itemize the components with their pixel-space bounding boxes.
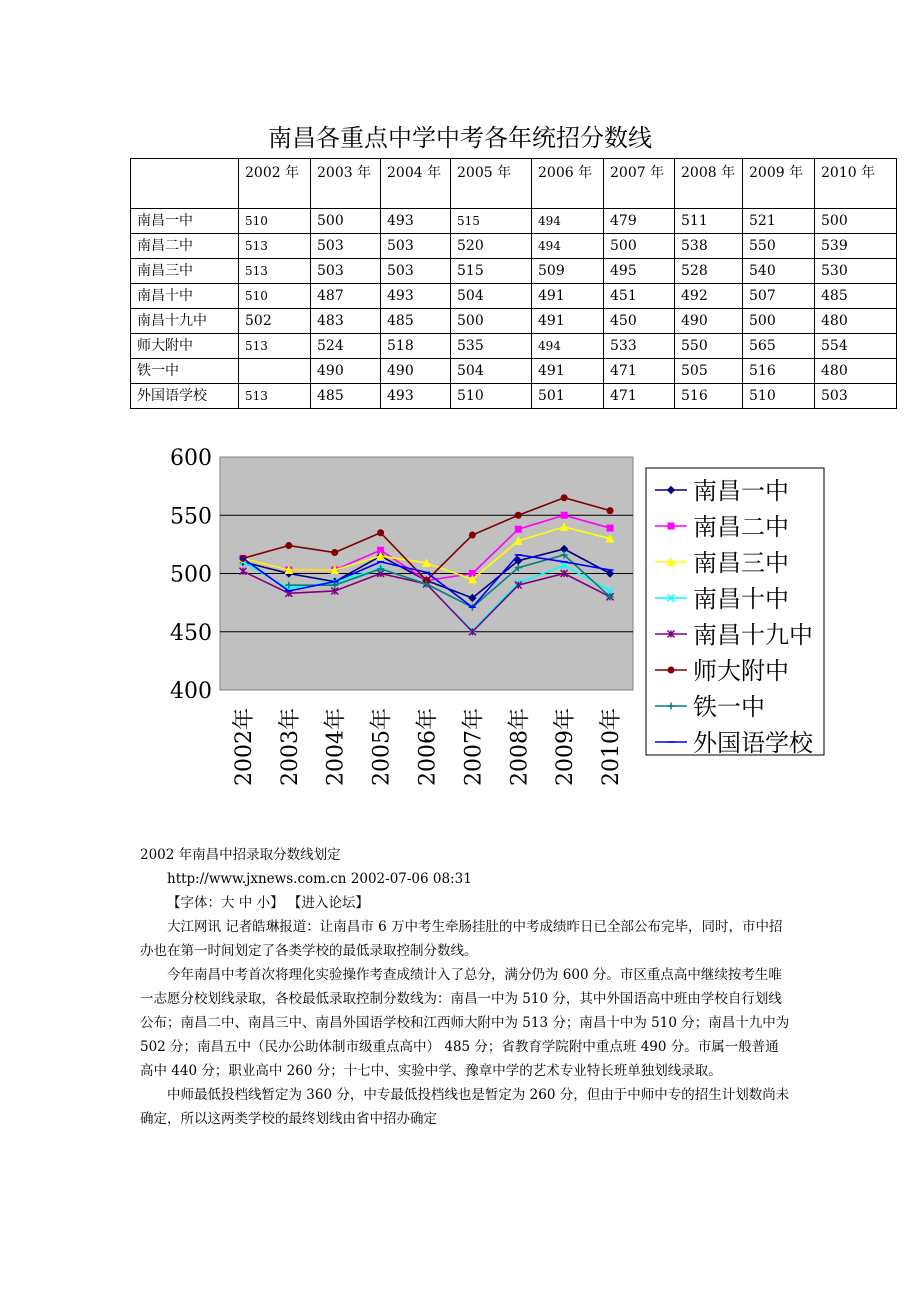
score-cell: 495 <box>604 259 675 284</box>
score-cell: 471 <box>604 384 675 409</box>
y-tick-label: 450 <box>170 620 212 646</box>
school-name-cell: 师大附中 <box>131 334 239 359</box>
score-cell: 540 <box>743 259 815 284</box>
score-cell: 510 <box>451 384 532 409</box>
school-name-cell: 南昌三中 <box>131 259 239 284</box>
score-cell: 485 <box>381 309 451 334</box>
score-cell: 493 <box>381 209 451 234</box>
score-cell: 515 <box>451 209 532 234</box>
score-cell: 513 <box>239 234 311 259</box>
school-name-cell: 南昌十九中 <box>131 309 239 334</box>
news-article <box>140 843 790 1131</box>
score-cell: 505 <box>675 359 743 384</box>
score-cell: 500 <box>451 309 532 334</box>
score-cell: 451 <box>604 284 675 309</box>
score-cell: 500 <box>604 234 675 259</box>
score-cell: 516 <box>743 359 815 384</box>
score-cell: 518 <box>381 334 451 359</box>
score-cell: 487 <box>311 284 381 309</box>
score-cell: 503 <box>815 384 897 409</box>
school-name-cell: 外国语学校 <box>131 384 239 409</box>
score-cell <box>239 359 311 384</box>
x-tick-label: 2008年 <box>507 708 533 786</box>
score-cell: 493 <box>381 284 451 309</box>
score-cell: 530 <box>815 259 897 284</box>
score-cell: 480 <box>815 359 897 384</box>
y-tick-label: 550 <box>170 504 212 530</box>
score-cell: 515 <box>451 259 532 284</box>
x-tick-label: 2003年 <box>277 708 303 786</box>
school-name-cell: 铁一中 <box>131 359 239 384</box>
score-cell: 490 <box>311 359 381 384</box>
score-cell: 511 <box>675 209 743 234</box>
score-cell: 493 <box>381 384 451 409</box>
score-cell: 494 <box>532 334 604 359</box>
score-cell: 521 <box>743 209 815 234</box>
score-cell: 504 <box>451 284 532 309</box>
score-cell: 535 <box>451 334 532 359</box>
legend-label: 师大附中 <box>693 657 789 685</box>
y-tick-label: 400 <box>170 679 212 704</box>
score-cell: 533 <box>604 334 675 359</box>
table-row <box>131 234 897 259</box>
legend-label: 南昌十中 <box>693 585 789 613</box>
table-header-cell <box>131 159 239 209</box>
score-cell: 510 <box>239 284 311 309</box>
score-cell: 503 <box>381 259 451 284</box>
x-tick-label: 2005年 <box>369 708 395 786</box>
data-point <box>377 529 384 536</box>
score-cell: 503 <box>311 234 381 259</box>
data-point <box>331 549 338 556</box>
score-cell: 516 <box>675 384 743 409</box>
table-header-cell: 2007 年 <box>604 159 675 209</box>
legend-label: 外国语学校 <box>693 729 813 757</box>
score-cell: 480 <box>815 309 897 334</box>
score-cell: 513 <box>239 259 311 284</box>
score-cell: 483 <box>311 309 381 334</box>
score-cell: 490 <box>381 359 451 384</box>
x-tick-label: 2006年 <box>415 708 441 786</box>
score-cell: 491 <box>532 359 604 384</box>
legend-label: 南昌二中 <box>693 513 789 541</box>
score-cell: 510 <box>239 209 311 234</box>
table-header-cell: 2010 年 <box>815 159 897 209</box>
score-line-chart <box>150 440 850 800</box>
data-point <box>607 525 614 532</box>
article-source: http://www.jxnews.com.cn 2002-07-06 08:31 <box>167 871 472 887</box>
table-header-row <box>131 159 897 209</box>
x-tick-label: 2002年 <box>231 708 257 786</box>
score-cell: 539 <box>815 234 897 259</box>
score-cell: 500 <box>743 309 815 334</box>
table-row <box>131 259 897 284</box>
data-point <box>469 532 476 539</box>
score-cell: 501 <box>532 384 604 409</box>
score-cell: 550 <box>743 234 815 259</box>
score-cell: 510 <box>743 384 815 409</box>
y-tick-label: 500 <box>170 562 212 588</box>
table-header-cell: 2003 年 <box>311 159 381 209</box>
legend-label: 南昌三中 <box>693 549 789 577</box>
legend-label: 南昌一中 <box>693 477 789 505</box>
legend-marker <box>668 667 675 674</box>
x-tick-label: 2009年 <box>553 708 579 786</box>
data-point <box>561 512 568 519</box>
y-tick-label: 600 <box>170 446 212 471</box>
score-cell: 485 <box>815 284 897 309</box>
score-cell: 471 <box>604 359 675 384</box>
article-heading: 2002 年南昌中招录取分数线划定 <box>140 847 341 863</box>
data-point <box>607 507 614 514</box>
table-header-cell: 2009 年 <box>743 159 815 209</box>
legend-label: 铁一中 <box>693 693 765 721</box>
score-cell: 550 <box>675 334 743 359</box>
score-cell: 513 <box>239 334 311 359</box>
score-cell: 554 <box>815 334 897 359</box>
score-cell: 491 <box>532 284 604 309</box>
score-cell: 503 <box>311 259 381 284</box>
table-row <box>131 359 897 384</box>
score-cell: 492 <box>675 284 743 309</box>
x-tick-label: 2010年 <box>599 708 625 786</box>
table-row <box>131 384 897 409</box>
score-table <box>130 158 897 409</box>
x-tick-label: 2007年 <box>461 708 487 786</box>
score-cell: 538 <box>675 234 743 259</box>
score-cell: 509 <box>532 259 604 284</box>
score-cell: 494 <box>532 234 604 259</box>
score-cell: 513 <box>239 384 311 409</box>
article-paragraph: 大江网讯 记者皓琳报道：让南昌市 6 万中考生牵肠挂肚的中考成绩昨日已全部公布完毕，同时，市中招办也在第一时间划定了各类学校的最低录取控制分数线。 <box>140 919 783 959</box>
data-point <box>515 512 522 519</box>
data-point <box>515 526 522 533</box>
score-cell: 494 <box>532 209 604 234</box>
legend-marker <box>668 523 675 530</box>
score-cell: 503 <box>381 234 451 259</box>
score-cell: 507 <box>743 284 815 309</box>
score-cell: 500 <box>311 209 381 234</box>
x-tick-label: 2004年 <box>323 708 349 786</box>
table-header-cell: 2004 年 <box>381 159 451 209</box>
table-header-cell: 2005 年 <box>451 159 532 209</box>
table-header-cell: 2006 年 <box>532 159 604 209</box>
table-row <box>131 334 897 359</box>
legend-label: 南昌十九中 <box>693 621 813 649</box>
score-cell: 504 <box>451 359 532 384</box>
score-cell: 479 <box>604 209 675 234</box>
school-name-cell: 南昌十中 <box>131 284 239 309</box>
school-name-cell: 南昌一中 <box>131 209 239 234</box>
table-header-cell: 2002 年 <box>239 159 311 209</box>
score-cell: 500 <box>815 209 897 234</box>
score-cell: 491 <box>532 309 604 334</box>
page-title: 南昌各重点中学中考各年统招分数线 <box>268 124 652 152</box>
score-cell: 490 <box>675 309 743 334</box>
school-name-cell: 南昌二中 <box>131 234 239 259</box>
table-row <box>131 209 897 234</box>
score-cell: 450 <box>604 309 675 334</box>
table-row <box>131 284 897 309</box>
article-paragraph: 中师最低投档线暂定为 360 分，中专最低投档线也是暂定为 260 分，但由于中师中专的招生计划数尚未确定，所以这两类学校的最终划线由省中招办确定 <box>140 1087 790 1127</box>
font-size-links[interactable]: 【字体：大 中 小】 【进入论坛】 <box>167 895 369 911</box>
score-cell: 485 <box>311 384 381 409</box>
score-cell: 524 <box>311 334 381 359</box>
article-paragraph: 今年南昌中考首次将理化实验操作考查成绩计入了总分，满分仍为 600 分。市区重点高中继续按考生唯一志愿分校划线录取，各校最低录取控制分数线为：南昌一中为 510 分，其中外国语高中班由学校自行划线公布；南昌二中、南昌三中、南昌外国语学校和江西师大附中为 513 分；南昌十中为 510 分；南昌十九中为 502 分；南昌五中（民办公助体制市级重点高中） 485 分；省教育学院附中重点班 490 分。市属一般普通高中 440 分；职业高中 260 分；十七中、实验中学、豫章中学的艺术专业特长班单独划线录取。 <box>140 967 790 1079</box>
data-point <box>285 542 292 549</box>
table-header-cell: 2008 年 <box>675 159 743 209</box>
table-row <box>131 309 897 334</box>
score-cell: 520 <box>451 234 532 259</box>
score-cell: 528 <box>675 259 743 284</box>
data-point <box>561 494 568 501</box>
score-cell: 502 <box>239 309 311 334</box>
score-cell: 565 <box>743 334 815 359</box>
